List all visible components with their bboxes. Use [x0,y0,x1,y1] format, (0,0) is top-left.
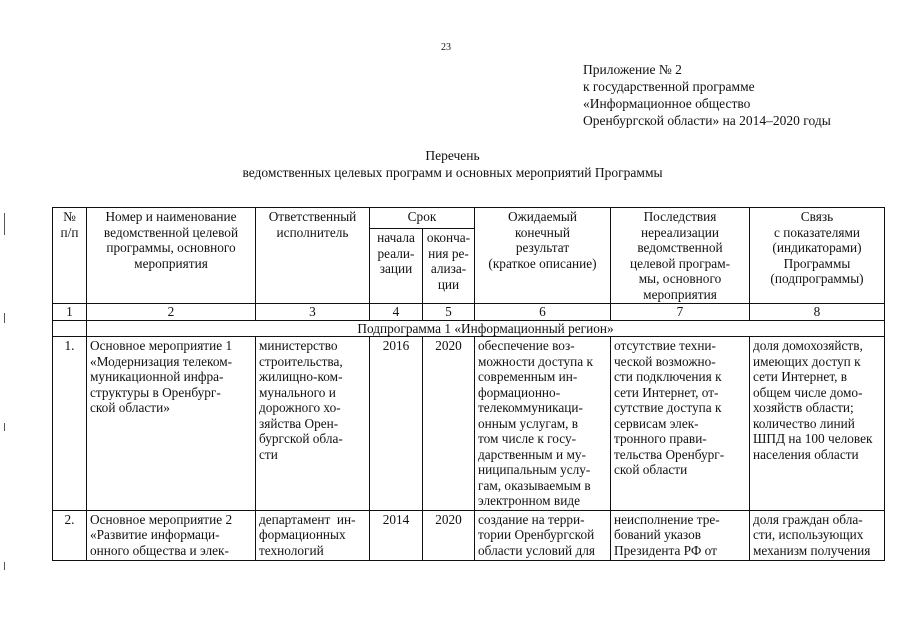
column-number: 1 [53,304,87,321]
scan-margin-mark [4,562,5,570]
row-number [53,510,87,560]
row-result: обеспечение воз- можности доступа к современным ин- формационно- телекоммуникаци- онным услугам, в том числе к госу- дарственным и му- ниципальным услу- гам, оказываемым в электронном виде [475,337,611,511]
subprogram-row [53,320,885,337]
row-link-text: доля граждан обла- сти, использующих механизм получения [753,511,871,558]
header-number: № п/п [53,208,87,304]
row-executor: министерство строительства, жилищно-ком- мунального и дорожного хо- зяйства Орен- бургской обла- сти [256,337,370,511]
table-row [53,337,885,511]
header-start: начала реали- зации [370,229,423,304]
row-end-year [423,510,475,560]
row-result-text: создание на терри- тории Оренбургской области условий для [478,511,595,558]
table-row [53,510,885,560]
header-executor: Ответственный исполнитель [256,208,370,304]
appendix-line: к государственной программе [583,79,755,94]
appendix-line: «Информационное общество [583,96,751,111]
appendix-line: Оренбургской области» на 2014–2020 годы [583,113,831,128]
header-name: Номер и наименование ведомственной целевой программы, основного мероприятия [87,208,256,304]
row-number-text: 2. [64,511,75,527]
row-consequences: отсутствие техни- ческой возможно- сти подключения к сети Интернет, от- сутствие доступа к сервисам элек- тронного прави- тельства Оренбург- ской области [611,337,750,511]
scan-margin-mark [4,423,5,431]
table-header-row [53,208,885,229]
row-link: доля домохозяйств, имеющих доступ к сети Интернет, в общем числе домо- хозяйств области; количество линий ШПД на 100 человек населения области [750,337,885,511]
header-consequences: Последствия нереализации ведомственной целевой програм- мы, основного мероприятия [611,208,750,304]
row-consequences [611,510,750,560]
row-end-year: 2020 [423,337,475,511]
scan-margin-mark [4,213,5,235]
row-end-year-text: 2020 [435,511,462,527]
column-number: 8 [750,304,885,321]
row-consequences-text: неисполнение тре- бований указов Президента РФ от [614,511,720,558]
row-executor-text: департамент ин- формационных технологий [259,511,356,558]
column-number: 5 [423,304,475,321]
row-name [87,510,256,560]
document-title [0,147,905,181]
row-start-year-text: 2014 [382,511,410,527]
column-number: 2 [87,304,256,321]
title-line-2: ведомственных целевых программ и основных мероприятий Программы [242,165,663,180]
page-number: 23 [441,42,451,53]
header-link: Связь с показателями (индикаторами) Программы (подпрограммы) [750,208,885,304]
subprogram-title: Подпрограмма 1 «Информационный регион» [87,320,885,337]
header-term: Срок [370,208,475,229]
column-number: 6 [475,304,611,321]
programs-table [52,207,885,561]
column-number: 4 [370,304,423,321]
row-result [475,510,611,560]
header-result: Ожидаемый конечный результат (краткое описание) [475,208,611,304]
column-number: 7 [611,304,750,321]
title-line-1: Перечень [425,148,480,163]
header-end: оконча- ния ре- ализа- ции [423,229,475,304]
subprogram-empty-cell [53,320,87,337]
row-link [750,510,885,560]
appendix-line: Приложение № 2 [583,62,682,77]
row-number: 1. [53,337,87,511]
appendix-block [583,61,831,129]
row-start-year: 2016 [370,337,423,511]
row-name: Основное мероприятие 1 «Модернизация телеком- муникационной инфра- структуры в Оренбург- ской области» [87,337,256,511]
row-start-year [370,510,423,560]
column-number: 3 [256,304,370,321]
scan-margin-mark [4,313,5,323]
row-name-text: Основное мероприятие 2 «Развитие информаци- онного общества и элек- [90,511,233,558]
row-executor [256,510,370,560]
column-number-row [53,304,885,321]
